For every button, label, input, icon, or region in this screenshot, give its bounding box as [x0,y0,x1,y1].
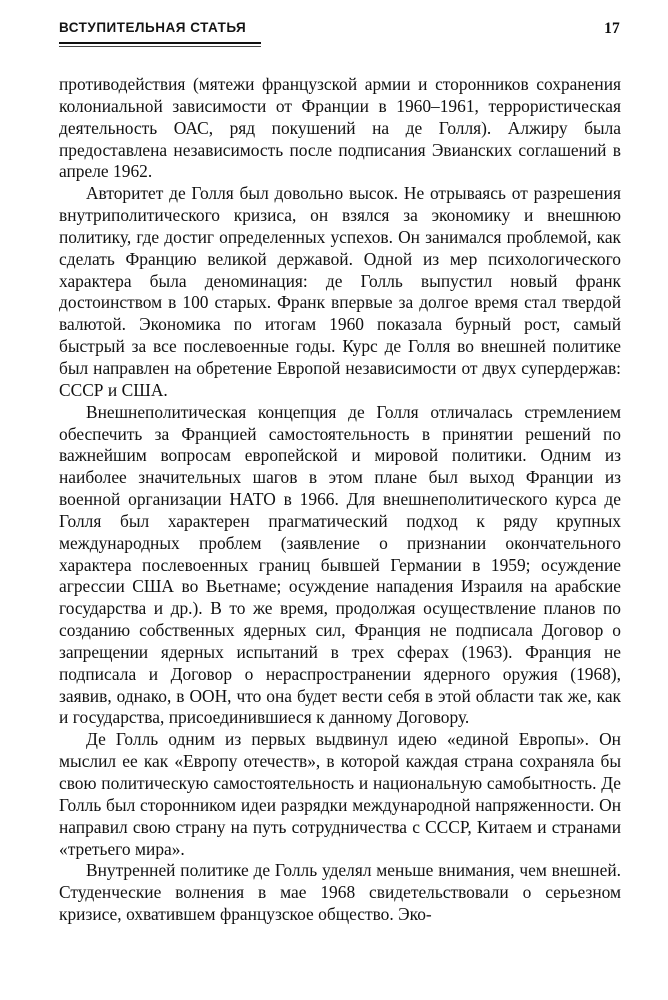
body-paragraph: Внешнеполитическая концепция де Голля отличалась стремлением обеспечить за Францией самостоятельность в принятии решений по важнейшим вопросам европейской и мировой политики. Одним из наиболее значительных шагов в этом плане был выход Франции из военной организации НАТО в 1966. Для внешнеполитического курса де Голля был характерен прагматический подход к ряду крупных международных проблем (заявление о признании окончательного характера послевоенных границ бывшей Германии в 1959; осуждение агрессии США во Вьетнаме; осуждение нападения Израиля на арабские государства и др.). В то же время, продолжая осуществление планов по созданию собственных ядерных сил, Франция не подписала Договор о запрещении ядерных испытаний в трех сферах (1963). Франция не подписала и Договор о нераспространении ядерного оружия (1968), заявив, однако, в ООН, что она будет вести себя в этой области так же, как и государства, присоединившиеся к данному Договору. [59,401,621,728]
page-number: 17 [604,20,620,37]
header-rule-thin [59,46,261,47]
body-paragraph: противодействия (мятежи французской армии и сторонников сохранения колониальной зависимости от Франции в 1960–1961, террористическая деятельность ОАС, ряд покушений на де Голля). Алжиру была предоставлена независимость после подписания Эвианских соглашений в апреле 1962. [59,74,621,182]
body-paragraph: Авторитет де Голля был довольно высок. Не отрываясь от разрешения внутриполитического кризиса, он взялся за экономику и внешнюю политику, где достиг определенных успехов. Он занимался проблемой, как сделать Францию великой державой. Одной из мер психологического характера была деноминация: де Голль выпустил новый франк достоинством в 100 старых. Франк впервые за долгое время стал твердой валютой. Экономика по итогам 1960 показала бурный рост, самый быстрый за все послевоенные годы. Курс де Голля во внешней политике был направлен на обретение Европой независимости от двух супердержав: СССР и США. [59,183,621,400]
body-paragraph: Де Голль одним из первых выдвинул идею «единой Европы». Он мыслил ее как «Европу отечеств», в которой каждая страна сохраняла бы свою политическую самостоятельность и национальную самобытность. Де Голль был сторонником идеи разрядки международной напряженности. Он направил свою страну на путь сотрудничества с СССР, Китаем и странами «третьего мира». [59,729,621,859]
header-double-rule [59,42,261,47]
running-head-title: ВСТУПИТЕЛЬНАЯ СТАТЬЯ [59,20,247,36]
header-rule-thick [59,42,261,44]
text-column [59,74,621,926]
body-paragraph: Внутренней политике де Голль уделял меньше внимания, чем внешней. Студенческие волнения в мае 1968 свидетельствовали о серьезном кризисе, охватившем французское общество. Эко- [59,860,621,925]
